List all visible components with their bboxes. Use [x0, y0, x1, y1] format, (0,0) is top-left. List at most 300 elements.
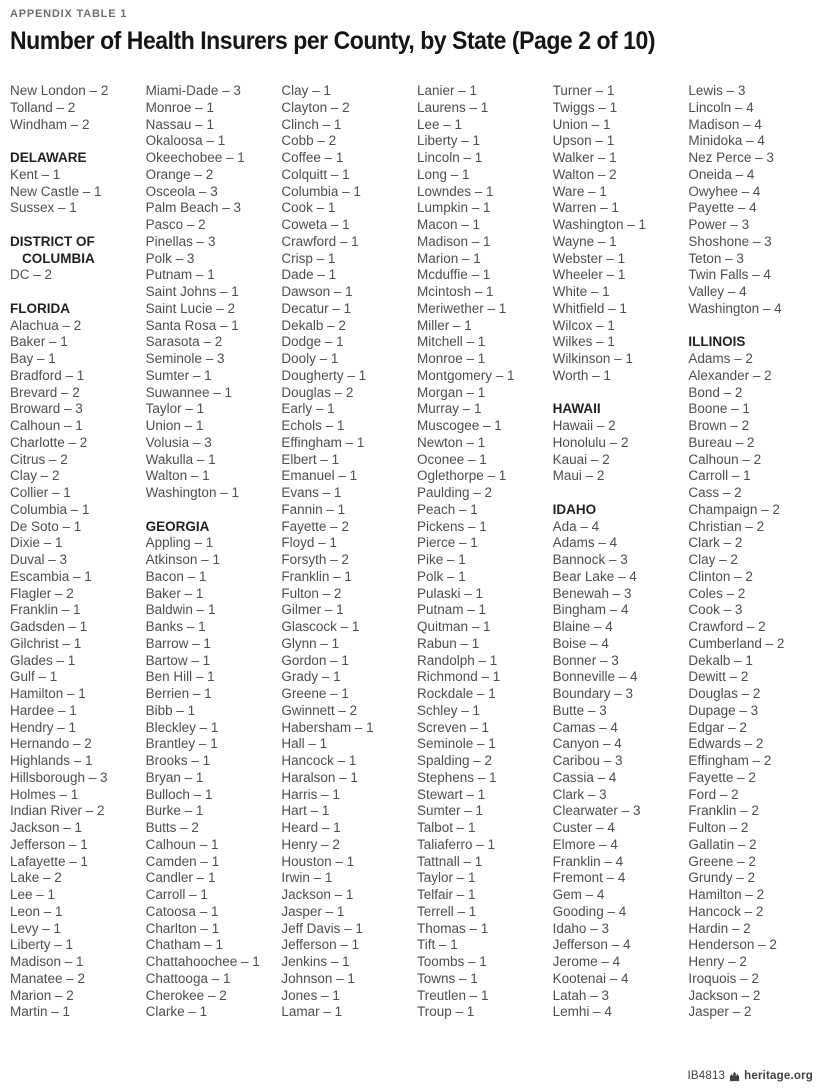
county-entry: Madison – 1	[10, 954, 84, 969]
county-entry: Dodge – 1	[281, 334, 344, 350]
county-entry: Jerome – 4	[552, 954, 621, 969]
county-entry: Nez Perce – 3	[688, 150, 774, 165]
county-entry: Marion – 1	[416, 250, 481, 266]
county-entry: Macon – 1	[416, 217, 481, 232]
county-list-columns	[10, 83, 815, 1021]
county-entry: Oconee – 1	[416, 451, 487, 467]
county-entry: Henry – 2	[281, 836, 340, 852]
column-5	[553, 83, 680, 1021]
column-gap	[10, 133, 137, 150]
county-entry: Bibb – 1	[145, 702, 196, 718]
county-entry: Maui – 2	[552, 468, 605, 484]
county-entry: Wilkes – 1	[552, 334, 615, 350]
county-entry: Okeechobee – 1	[145, 150, 245, 165]
county-entry: Montgomery – 1	[416, 367, 515, 383]
county-entry: Carroll – 1	[688, 468, 751, 484]
county-entry: Clay – 1	[281, 83, 331, 98]
county-entry: Pulaski – 1	[416, 585, 484, 601]
footer	[687, 1070, 813, 1082]
county-entry: Burke – 1	[145, 803, 204, 819]
county-entry: Brooks – 1	[145, 753, 211, 768]
county-entry: Hillsborough – 3	[10, 769, 108, 785]
county-entry: Christian – 2	[688, 518, 765, 534]
county-entry: Telfair – 1	[416, 887, 476, 902]
county-entry: Boundary – 3	[552, 686, 633, 701]
county-entry: Valley – 4	[688, 284, 747, 299]
county-entry: Clark – 2	[688, 535, 743, 551]
county-entry: Baker – 1	[10, 334, 68, 350]
county-entry: Atkinson – 1	[145, 552, 220, 567]
county-entry: Dixie – 1	[10, 535, 63, 551]
county-entry: Pierce – 1	[416, 535, 478, 551]
county-entry: Muscogee – 1	[416, 418, 502, 433]
county-entry: Brown – 2	[688, 418, 750, 433]
county-entry: Grady – 1	[281, 669, 341, 685]
county-entry: Hardee – 1	[10, 702, 77, 718]
column-2	[146, 83, 273, 1021]
state-header: GEORGIA	[145, 518, 210, 534]
county-entry: Mitchell – 1	[416, 334, 486, 350]
county-entry: Mcintosh – 1	[416, 284, 494, 299]
county-entry: New London – 2	[10, 83, 109, 98]
county-entry: Madison – 1	[416, 233, 491, 249]
county-entry: Dooly – 1	[281, 351, 339, 366]
county-entry: Irwin – 1	[281, 870, 333, 886]
column-1	[10, 83, 137, 1021]
county-entry: Okaloosa – 1	[145, 133, 226, 149]
county-entry: Sarasota – 2	[145, 334, 223, 350]
county-entry: Clay – 2	[688, 552, 738, 567]
county-entry: Screven – 1	[416, 719, 490, 735]
county-entry: Clark – 3	[552, 786, 607, 802]
county-entry: Calhoun – 1	[145, 836, 219, 852]
county-entry: Cook – 3	[688, 602, 743, 618]
county-entry: Jasper – 1	[281, 903, 345, 919]
county-entry: Idaho – 3	[552, 920, 609, 936]
county-entry: Jackson – 1	[10, 820, 83, 835]
county-entry: Stephens – 1	[416, 769, 497, 785]
county-entry: Turner – 1	[552, 83, 615, 98]
county-entry: Taylor – 1	[416, 870, 476, 886]
county-entry: Wakulla – 1	[145, 451, 216, 467]
county-entry: Spalding – 2	[416, 753, 493, 768]
county-entry: Terrell – 1	[416, 903, 477, 919]
county-entry: Berrien – 1	[145, 686, 212, 701]
county-entry: Payette – 4	[688, 200, 757, 216]
county-entry: Bingham – 4	[552, 602, 629, 618]
county-entry: Union – 1	[145, 418, 204, 433]
county-entry: Bulloch – 1	[145, 786, 213, 802]
county-entry: Wilkinson – 1	[552, 351, 633, 366]
county-entry: Dawson – 1	[281, 284, 353, 299]
county-entry: Peach – 1	[416, 501, 478, 517]
county-entry: Heard – 1	[281, 820, 341, 835]
county-entry: Collier – 1	[10, 485, 71, 500]
county-entry: Liberty – 1	[10, 937, 74, 953]
county-entry: Taylor – 1	[145, 401, 205, 417]
county-entry: Highlands – 1	[10, 753, 93, 768]
county-entry: Charlton – 1	[145, 920, 220, 936]
county-entry: Walker – 1	[552, 150, 617, 165]
county-entry: Oglethorpe – 1	[416, 468, 507, 484]
county-entry: Hamilton – 1	[10, 686, 86, 701]
county-entry: Henderson – 2	[688, 937, 777, 953]
county-entry: Gwinnett – 2	[281, 702, 358, 718]
county-entry: Madison – 4	[688, 116, 762, 132]
county-entry: Banks – 1	[145, 619, 206, 634]
county-entry: Ada – 4	[552, 518, 600, 534]
county-entry: Iroquois – 2	[688, 970, 759, 986]
county-entry: Walton – 2	[552, 166, 617, 182]
county-entry: Miami-Dade – 3	[145, 83, 241, 98]
county-entry: Chattahoochee – 1	[145, 954, 260, 969]
county-entry: Cherokee – 2	[145, 987, 227, 1003]
county-entry: Rockdale – 1	[416, 686, 496, 701]
county-entry: Bureau – 2	[688, 434, 755, 450]
county-entry: Gilchrist – 1	[10, 635, 82, 651]
column-gap	[146, 502, 273, 519]
county-entry: Jones – 1	[281, 987, 340, 1003]
county-entry: Elmore – 4	[552, 836, 618, 852]
county-entry: Wilcox – 1	[552, 317, 615, 333]
county-entry: Jefferson – 4	[552, 937, 631, 953]
county-entry: Windham – 2	[10, 116, 90, 132]
county-entry: Whitfield – 1	[552, 300, 627, 316]
county-entry: Lemhi – 4	[552, 1004, 612, 1020]
county-entry: Flagler – 2	[10, 585, 74, 601]
county-entry: Douglas – 2	[688, 686, 761, 701]
site-name: heritage.org	[744, 1070, 813, 1082]
county-entry: Rabun – 1	[416, 635, 480, 651]
county-entry: Catoosa – 1	[145, 903, 219, 919]
county-entry: Columbia – 1	[10, 501, 90, 517]
county-entry: Cass – 2	[688, 485, 742, 500]
county-entry: Hall – 1	[281, 736, 328, 752]
county-entry: Pike – 1	[416, 552, 466, 567]
county-entry: Schley – 1	[416, 702, 481, 718]
state-header: ILLINOIS	[688, 334, 746, 350]
county-entry: Leon – 1	[10, 903, 63, 919]
county-entry: Martin – 1	[10, 1004, 71, 1020]
county-entry: Lewis – 3	[688, 83, 746, 98]
county-entry: Jenkins – 1	[281, 954, 350, 969]
county-entry: Bleckley – 1	[145, 719, 219, 735]
county-entry: Upson – 1	[552, 133, 615, 149]
county-entry: Stewart – 1	[416, 786, 486, 802]
county-entry: Oneida – 4	[688, 166, 755, 182]
county-entry: Blaine – 4	[552, 619, 613, 634]
county-entry: Appling – 1	[145, 535, 214, 551]
county-entry: Union – 1	[552, 116, 611, 132]
county-entry: Twiggs – 1	[552, 99, 618, 115]
county-entry: Citrus – 2	[10, 451, 68, 467]
county-entry: Teton – 3	[688, 250, 744, 266]
county-entry: Hawaii – 2	[552, 418, 616, 433]
county-entry: Meriwether – 1	[416, 300, 507, 316]
county-entry: Wayne – 1	[552, 233, 617, 249]
county-entry: Jefferson – 1	[10, 836, 88, 852]
county-entry: Elbert – 1	[281, 451, 340, 467]
county-entry: Randolph – 1	[416, 652, 498, 668]
county-entry: Columbia – 1	[281, 183, 361, 199]
county-entry: Franklin – 2	[688, 803, 759, 819]
county-entry: Levy – 1	[10, 920, 62, 936]
county-entry: Honolulu – 2	[552, 434, 629, 450]
county-entry: Colquitt – 1	[281, 166, 350, 182]
county-entry: Seminole – 3	[145, 351, 225, 366]
page-title: Number of Health Insurers per County, by State (Page 2 of 10)	[10, 27, 656, 55]
county-entry: Greene – 2	[688, 853, 756, 869]
county-entry: Putnam – 1	[145, 267, 215, 283]
county-entry: Hart – 1	[281, 803, 330, 819]
county-entry: Bryan – 1	[145, 769, 204, 785]
county-entry: Fayette – 2	[281, 518, 349, 534]
county-entry: Caribou – 3	[552, 753, 623, 768]
county-entry: Floyd – 1	[281, 535, 337, 551]
county-entry: Pasco – 2	[145, 217, 206, 232]
county-entry: Duval – 3	[10, 552, 68, 567]
state-header: IDAHO	[552, 501, 597, 517]
county-entry: Webster – 1	[552, 250, 626, 266]
county-entry: Hancock – 1	[281, 753, 357, 768]
county-entry: Custer – 4	[552, 820, 615, 835]
county-entry: Haralson – 1	[281, 769, 358, 785]
county-entry: Talbot – 1	[416, 820, 476, 835]
county-entry: Lincoln – 1	[416, 150, 483, 165]
county-entry: Pinellas – 3	[145, 233, 216, 249]
county-entry: Clinton – 2	[688, 568, 753, 584]
appendix-kicker: APPENDIX TABLE 1	[10, 8, 128, 20]
county-entry: Gilmer – 1	[281, 602, 344, 618]
county-entry: Brevard – 2	[10, 384, 80, 400]
county-entry: Bannock – 3	[552, 552, 628, 567]
county-entry: Jackson – 1	[281, 887, 354, 902]
county-entry: Orange – 2	[145, 166, 214, 182]
county-entry: Franklin – 1	[281, 568, 352, 584]
county-entry: Champaign – 2	[688, 501, 780, 517]
county-entry: Quitman – 1	[416, 619, 491, 634]
county-entry: Baker – 1	[145, 585, 204, 601]
county-entry: Twin Falls – 4	[688, 267, 771, 283]
county-entry: Dade – 1	[281, 267, 337, 283]
county-entry: Palm Beach – 3	[145, 200, 241, 216]
county-entry: Broward – 3	[10, 401, 83, 417]
county-entry: Saint Johns – 1	[145, 284, 239, 299]
county-entry: Habersham – 1	[281, 719, 374, 735]
county-entry: Crisp – 1	[281, 250, 336, 266]
county-entry: Dewitt – 2	[688, 669, 749, 685]
county-entry: Lowndes – 1	[416, 183, 494, 199]
county-entry: Indian River – 2	[10, 803, 105, 819]
county-entry: Gem – 4	[552, 887, 605, 902]
county-entry: Thomas – 1	[416, 920, 489, 936]
county-entry: Evans – 1	[281, 485, 342, 500]
county-entry: Baldwin – 1	[145, 602, 216, 618]
county-entry: Bartow – 1	[145, 652, 211, 668]
county-entry: Butts – 2	[145, 820, 199, 835]
county-entry: Clayton – 2	[281, 99, 350, 115]
column-gap	[10, 217, 137, 234]
county-entry: Warren – 1	[552, 200, 619, 216]
county-entry: Lafayette – 1	[10, 853, 89, 869]
county-entry: Murray – 1	[416, 401, 482, 417]
county-entry: Putnam – 1	[416, 602, 487, 618]
county-entry: Power – 3	[688, 217, 750, 232]
county-entry: Pickens – 1	[416, 518, 487, 534]
county-entry: Ware – 1	[552, 183, 607, 199]
county-entry: Clinch – 1	[281, 116, 342, 132]
county-entry: Morgan – 1	[416, 384, 486, 400]
county-entry: Liberty – 1	[416, 133, 481, 149]
county-entry: Sumter – 1	[145, 367, 212, 383]
county-entry: Camas – 4	[552, 719, 618, 735]
county-entry: Bradford – 1	[10, 367, 85, 383]
county-entry: Fannin – 1	[281, 501, 346, 517]
county-entry: Harris – 1	[281, 786, 340, 802]
county-entry: Ford – 2	[688, 786, 739, 802]
county-entry: Long – 1	[416, 166, 470, 182]
county-entry: White – 1	[552, 284, 610, 299]
county-entry: Brantley – 1	[145, 736, 218, 752]
county-entry: Towns – 1	[416, 970, 478, 986]
county-entry: Sumter – 1	[416, 803, 484, 819]
county-entry: Escambia – 1	[10, 568, 92, 584]
column-gap	[553, 485, 680, 502]
county-entry: Johnson – 1	[281, 970, 355, 986]
county-entry: Shoshone – 3	[688, 233, 772, 249]
column-gap	[10, 284, 137, 301]
county-entry: Newton – 1	[416, 434, 486, 450]
county-entry: Nassau – 1	[145, 116, 214, 132]
county-entry: Lee – 1	[416, 116, 463, 132]
county-entry: Jefferson – 1	[281, 937, 360, 953]
county-entry: Emanuel – 1	[281, 468, 358, 484]
county-entry: Henry – 2	[688, 954, 747, 969]
county-entry: Coffee – 1	[281, 150, 344, 165]
county-entry: Miller – 1	[416, 317, 472, 333]
county-entry: Osceola – 3	[145, 183, 218, 199]
county-entry: Marion – 2	[10, 987, 74, 1003]
county-entry: Monroe – 1	[416, 351, 486, 366]
county-entry: Laurens – 1	[416, 99, 489, 115]
county-entry: Adams – 2	[688, 351, 753, 366]
county-entry: Volusia – 3	[145, 434, 212, 450]
county-entry: Gulf – 1	[10, 669, 58, 685]
county-entry: Chatham – 1	[145, 937, 223, 953]
county-entry: Kent – 1	[10, 166, 61, 182]
county-entry: Bay – 1	[10, 351, 56, 366]
state-header: FLORIDA	[10, 300, 70, 316]
county-entry: Houston – 1	[281, 853, 355, 869]
county-entry: Tolland – 2	[10, 99, 76, 115]
county-entry: Cook – 1	[281, 200, 336, 216]
county-entry: Bacon – 1	[145, 568, 207, 584]
county-entry: Polk – 3	[145, 250, 195, 266]
county-entry: Ben Hill – 1	[145, 669, 215, 685]
county-entry: Dougherty – 1	[281, 367, 367, 383]
county-entry: Benewah – 3	[552, 585, 632, 601]
county-entry: Cassia – 4	[552, 769, 617, 785]
county-entry: Echols – 1	[281, 418, 345, 433]
column-3	[281, 83, 408, 1021]
county-entry: Forsyth – 2	[281, 552, 349, 567]
county-entry: Seminole – 1	[416, 736, 496, 752]
county-entry: Treutlen – 1	[416, 987, 489, 1003]
county-entry: Cobb – 2	[281, 133, 337, 149]
county-entry: Carroll – 1	[145, 887, 208, 902]
county-entry: Holmes – 1	[10, 786, 79, 802]
county-entry: Lamar – 1	[281, 1004, 343, 1020]
county-entry: Fremont – 4	[552, 870, 626, 886]
county-entry: Lincoln – 4	[688, 99, 754, 115]
county-entry: Edwards – 2	[688, 736, 764, 752]
county-entry: Dekalb – 1	[688, 652, 753, 668]
county-entry: Camden – 1	[145, 853, 220, 869]
county-entry: Franklin – 1	[10, 602, 81, 618]
county-entry: Worth – 1	[552, 367, 611, 383]
county-entry: Gordon – 1	[281, 652, 349, 668]
county-entry: DC – 2	[10, 267, 53, 283]
state-header: DELAWARE	[10, 150, 87, 165]
county-entry: Barrow – 1	[145, 635, 211, 651]
county-entry: Early – 1	[281, 401, 335, 417]
county-entry: Charlotte – 2	[10, 434, 88, 450]
county-entry: Effingham – 1	[281, 434, 365, 450]
county-entry: Coweta – 1	[281, 217, 350, 232]
county-entry: Grundy – 2	[688, 870, 756, 886]
column-6	[688, 83, 815, 1021]
county-entry: Cumberland – 2	[688, 635, 785, 651]
county-entry: Jasper – 2	[688, 1004, 752, 1020]
county-entry: Calhoun – 2	[688, 451, 762, 467]
county-entry: Hamilton – 2	[688, 887, 765, 902]
county-entry: Candler – 1	[145, 870, 216, 886]
county-entry: Santa Rosa – 1	[145, 317, 239, 333]
county-entry: Hendry – 1	[10, 719, 77, 735]
county-entry: Gadsden – 1	[10, 619, 88, 634]
county-entry: Hancock – 2	[688, 903, 764, 919]
county-entry: De Soto – 1	[10, 518, 82, 534]
county-entry: Clearwater – 3	[552, 803, 641, 819]
county-entry: Kootenai – 4	[552, 970, 629, 986]
county-entry: Wheeler – 1	[552, 267, 626, 283]
county-entry: Bond – 2	[688, 384, 743, 400]
county-entry: Boise – 4	[552, 635, 609, 651]
county-entry: Boone – 1	[688, 401, 750, 417]
county-entry: Dupage – 3	[688, 702, 759, 718]
county-entry: Fulton – 2	[281, 585, 342, 601]
county-entry: Suwannee – 1	[145, 384, 232, 400]
county-entry: Walton – 1	[145, 468, 210, 484]
county-entry: Tift – 1	[416, 937, 458, 953]
county-entry: Mcduffie – 1	[416, 267, 491, 283]
county-entry: Alachua – 2	[10, 317, 82, 333]
county-entry: Taliaferro – 1	[416, 836, 496, 852]
county-entry: Gooding – 4	[552, 903, 627, 919]
county-entry: Toombs – 1	[416, 954, 487, 969]
county-entry: Washington – 1	[552, 217, 646, 232]
county-entry: Hardin – 2	[688, 920, 751, 936]
county-entry: Jeff Davis – 1	[281, 920, 363, 936]
county-entry: Bear Lake – 4	[552, 568, 637, 584]
column-gap	[688, 318, 815, 335]
county-entry: Calhoun – 1	[10, 418, 83, 433]
county-entry: Franklin – 4	[552, 853, 624, 869]
county-entry: Effingham – 2	[688, 753, 772, 768]
county-entry: Kauai – 2	[552, 451, 610, 467]
county-entry: Bonner – 3	[552, 652, 619, 668]
county-entry: Latah – 3	[552, 987, 609, 1003]
